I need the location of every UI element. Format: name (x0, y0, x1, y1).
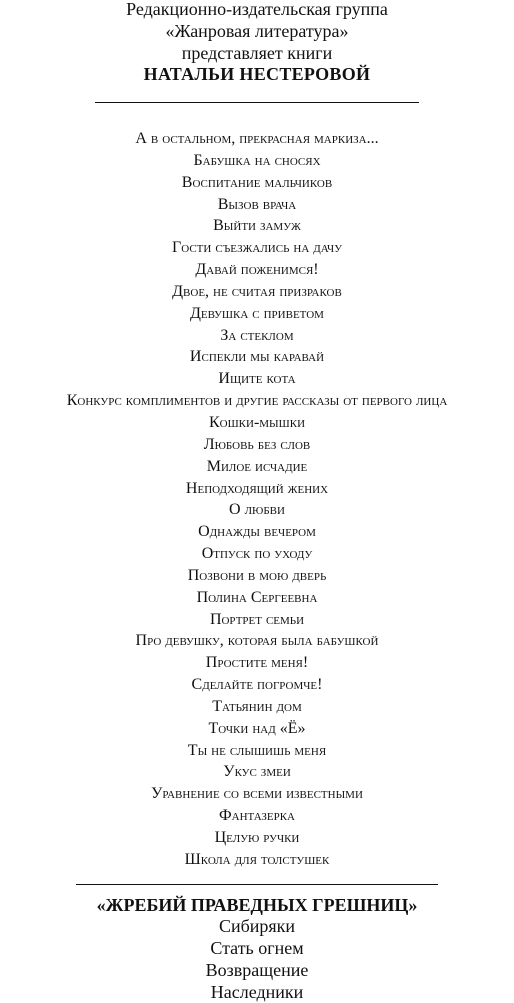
book-title: Милое исчадие (206, 457, 308, 475)
series-book-list (0, 915, 514, 1003)
series-book-title: Сибиряки (218, 916, 296, 936)
book-title: Двое, не считая призраков (172, 282, 342, 300)
series-book-title: Стать огнем (210, 938, 304, 958)
book-title: Целую ручки (214, 829, 300, 846)
book-title: Точки над «Ё» (208, 719, 306, 737)
book-title: Сделайте погромче! (191, 676, 323, 694)
book-title: Школа для толстушек (184, 850, 330, 868)
book-title: Выйти замуж (213, 217, 301, 235)
divider-top (95, 102, 419, 103)
book-title: Простите меня! (205, 654, 309, 672)
presents-line: представляет книги (181, 43, 333, 63)
book-title: За стеклом (220, 326, 294, 344)
book-title-list (0, 128, 514, 871)
series-book-title: Наследники (210, 982, 304, 1002)
book-title: Полина Сергеевна (196, 588, 318, 606)
book-title: Воспитание мальчиков (181, 173, 333, 191)
book-title: Конкурс комплиментов и другие рассказы от первого лица (66, 392, 448, 410)
book-title: Бабушка на сносях (193, 151, 321, 169)
book-title: Однажды вечером (198, 523, 316, 541)
book-title: Девушка с приветом (190, 304, 324, 322)
book-title: Фантазерка (219, 807, 295, 825)
book-title: Кошки-мышки (208, 413, 306, 431)
book-title: Испекли мы каравай (189, 348, 325, 366)
book-title: О любви (229, 501, 285, 519)
book-title: Любовь без слов (203, 435, 311, 453)
series-book-title: Возвращение (205, 960, 309, 980)
book-title: Про девушку, которая была бабушкой (135, 632, 379, 650)
book-title: Портрет семьи (209, 610, 305, 628)
book-title: Укус змеи (223, 763, 291, 781)
book-title: Позвони в мою дверь (187, 566, 327, 584)
book-title: Вызов врача (217, 195, 297, 213)
series-title: «ЖРЕБИЙ ПРАВЕДНЫХ ГРЕШНИЦ» (96, 895, 418, 915)
book-title: Гости съезжались на дачу (172, 239, 342, 257)
book-title: Ты не слышишь меня (187, 741, 327, 759)
book-title: Уравнение со всеми известными (151, 785, 363, 803)
book-title: Давай поженимся! (195, 261, 319, 279)
book-title: А в остальном, прекрасная маркиза... (135, 130, 379, 147)
publisher-line: Редакционно-издательская группа (126, 0, 388, 19)
book-title: Татьянин дом (212, 697, 302, 715)
divider-series (76, 884, 438, 885)
author-name: НАТАЛЬИ НЕСТЕРОВОЙ (143, 64, 371, 84)
book-title: Неподходящий жених (185, 479, 329, 497)
book-title: Отпуск по уходу (201, 545, 313, 563)
publisher-imprint: «Жанровая литература» (165, 21, 349, 41)
book-title: Ищите кота (218, 370, 296, 388)
